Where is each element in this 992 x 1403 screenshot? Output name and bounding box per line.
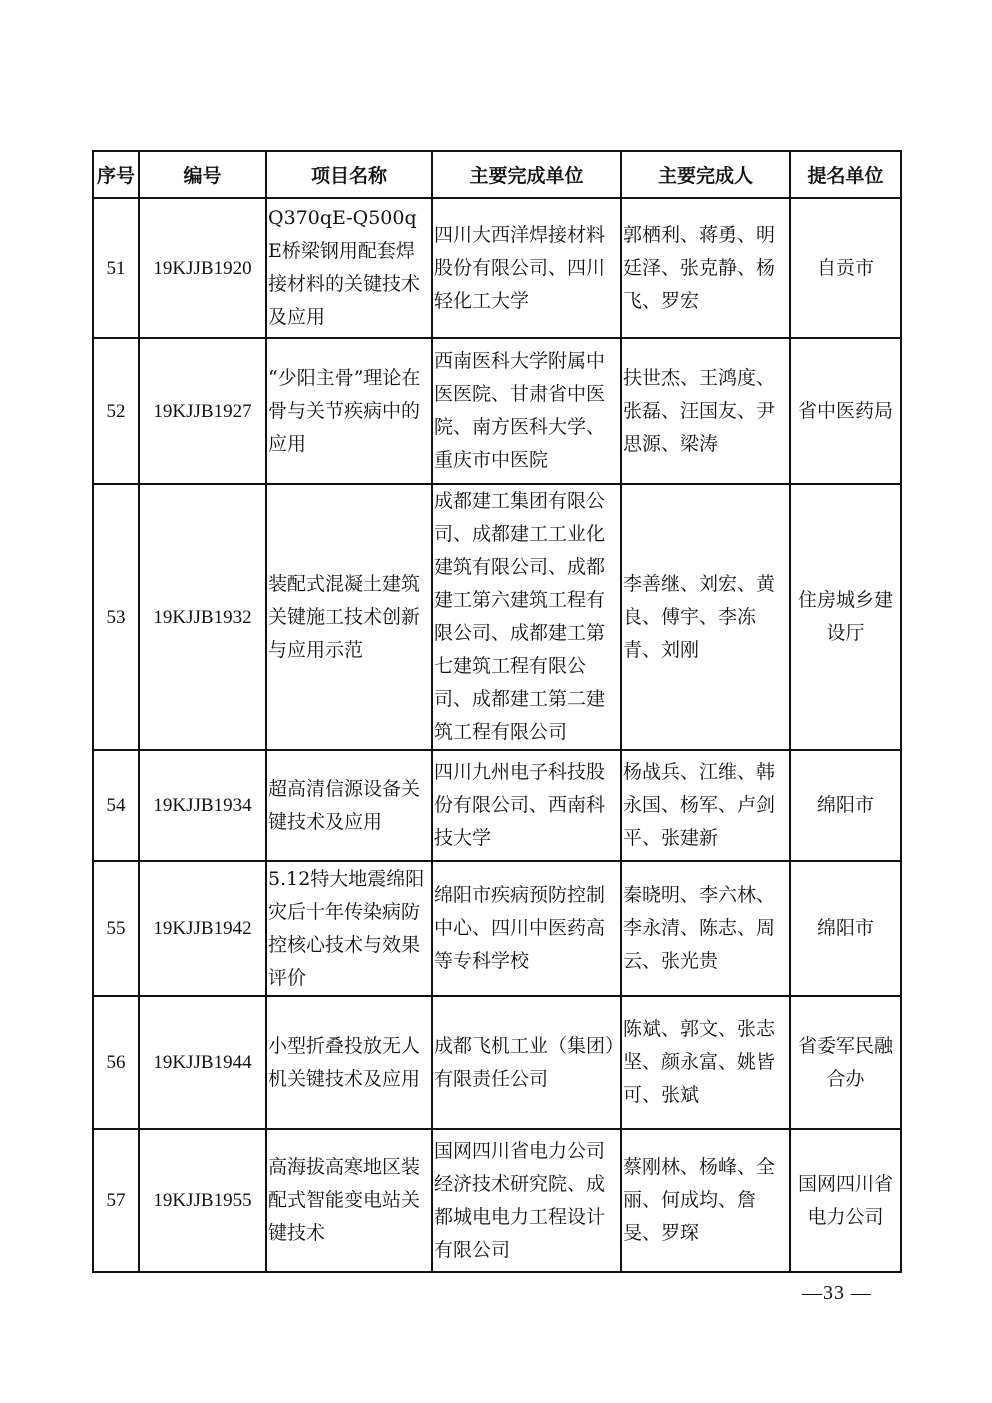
row-code: 19KJJB1955	[139, 1129, 266, 1272]
row-project-name: “少阳主骨”理论在骨与关节疾病中的应用	[266, 338, 432, 484]
row-code: 19KJJB1934	[139, 750, 266, 861]
row-code: 19KJJB1920	[139, 198, 266, 338]
row-project-name: Q370qE-Q500qE桥梁钢用配套焊接材料的关键技术及应用	[266, 198, 432, 338]
row-code: 19KJJB1944	[139, 996, 266, 1129]
row-units: 成都建工集团有限公司、成都建工工业化建筑有限公司、成都建工第六建筑工程有限公司、成都建工第七建筑工程有限公司、成都建工第二建筑工程有限公司	[432, 484, 621, 750]
header-code: 编号	[139, 151, 266, 198]
row-nominator: 省中医药局	[790, 338, 901, 484]
header-units: 主要完成单位	[432, 151, 621, 198]
row-people: 扶世杰、王鸿度、张磊、汪国友、尹思源、梁涛	[621, 338, 790, 484]
row-people: 秦晓明、李六林、李永清、陈志、周云、张光贵	[621, 861, 790, 996]
row-no: 55	[93, 861, 139, 996]
header-people: 主要完成人	[621, 151, 790, 198]
row-no: 56	[93, 996, 139, 1129]
row-people: 蔡刚林、杨峰、全丽、何成均、詹旻、罗琛	[621, 1129, 790, 1272]
table-row	[93, 198, 901, 338]
row-project-name: 5.12特大地震绵阳灾后十年传染病防控核心技术与效果评价	[266, 861, 432, 996]
row-units: 四川九州电子科技股份有限公司、西南科技大学	[432, 750, 621, 861]
table-row	[93, 861, 901, 996]
header-nominator: 提名单位	[790, 151, 901, 198]
row-project-name: 小型折叠投放无人机关键技术及应用	[266, 996, 432, 1129]
table-row	[93, 338, 901, 484]
row-code: 19KJJB1932	[139, 484, 266, 750]
row-nominator: 自贡市	[790, 198, 901, 338]
row-units: 绵阳市疾病预防控制中心、四川中医药高等专科学校	[432, 861, 621, 996]
table-row	[93, 1129, 901, 1272]
row-nominator: 国网四川省电力公司	[790, 1129, 901, 1272]
row-people: 杨战兵、江维、韩永国、杨军、卢剑平、张建新	[621, 750, 790, 861]
row-people: 李善继、刘宏、黄良、傅宇、李冻青、刘刚	[621, 484, 790, 750]
row-no: 54	[93, 750, 139, 861]
row-nominator: 绵阳市	[790, 861, 901, 996]
row-people: 陈斌、郭文、张志坚、颜永富、姚皆可、张斌	[621, 996, 790, 1129]
row-nominator: 省委军民融合办	[790, 996, 901, 1129]
header-project-name: 项目名称	[266, 151, 432, 198]
table-header-row	[93, 151, 901, 198]
row-code: 19KJJB1927	[139, 338, 266, 484]
table-row	[93, 750, 901, 861]
row-project-name: 超高清信源设备关键技术及应用	[266, 750, 432, 861]
award-table	[92, 150, 902, 1273]
row-project-name: 高海拔高寒地区装配式智能变电站关键技术	[266, 1129, 432, 1272]
row-units: 西南医科大学附属中医医院、甘肃省中医院、南方医科大学、重庆市中医院	[432, 338, 621, 484]
row-nominator: 住房城乡建设厅	[790, 484, 901, 750]
row-no: 57	[93, 1129, 139, 1272]
page-number: —33 —	[802, 1282, 872, 1304]
row-nominator: 绵阳市	[790, 750, 901, 861]
row-no: 53	[93, 484, 139, 750]
table-row	[93, 484, 901, 750]
row-project-name: 装配式混凝土建筑关键施工技术创新与应用示范	[266, 484, 432, 750]
row-people: 郭栖利、蒋勇、明廷泽、张克静、杨飞、罗宏	[621, 198, 790, 338]
table-row	[93, 996, 901, 1129]
row-no: 51	[93, 198, 139, 338]
row-units: 国网四川省电力公司经济技术研究院、成都城电电力工程设计有限公司	[432, 1129, 621, 1272]
row-units: 四川大西洋焊接材料股份有限公司、四川轻化工大学	[432, 198, 621, 338]
header-no: 序号	[93, 151, 139, 198]
row-no: 52	[93, 338, 139, 484]
row-code: 19KJJB1942	[139, 861, 266, 996]
row-units: 成都飞机工业（集团）有限责任公司	[432, 996, 621, 1129]
